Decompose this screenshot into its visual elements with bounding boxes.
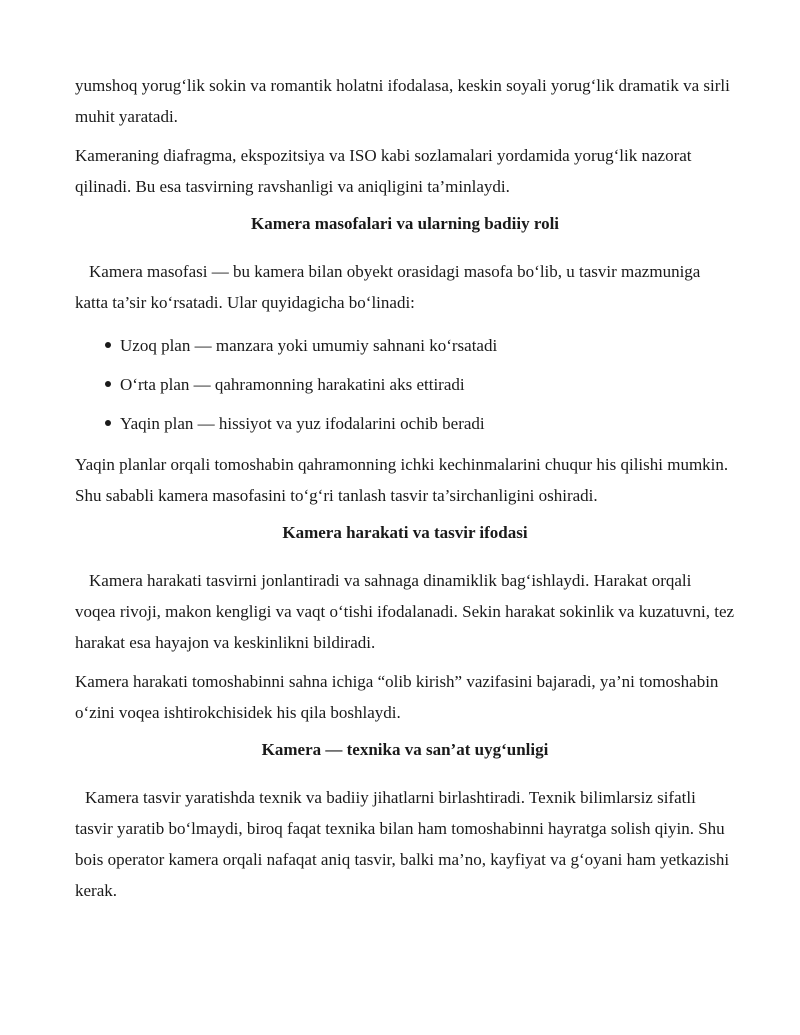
paragraph-camera-distance-intro: Kamera masofasi — bu kamera bilan obyekt orasidagi masofa bo‘lib, u tasvir mazmuniga katta ta’sir ko‘rsatadi. Ular quyidagicha bo‘linadi: (75, 262, 701, 312)
paragraph-immersion: Kamera harakati tomoshabinni sahna ichiga “olib kirish” vazifasini bajaradi, ya’ni tomoshabin o‘zini voqea ishtirokchisidek his qila boshlaydi. (75, 672, 719, 722)
list-item-text: O‘rta plan — qahramonning harakatini aks ettiradi (120, 375, 465, 394)
heading-camera-movement: Kamera harakati va tasvir ifodasi (282, 523, 528, 542)
heading-technique-and-art: Kamera — texnika va san’at uyg‘unligi (261, 740, 549, 759)
heading-camera-distances: Kamera masofalari va ularning badiiy roli (250, 214, 560, 233)
shot-types-list (75, 326, 735, 443)
list-item (75, 365, 735, 404)
bullet-icon (105, 342, 111, 348)
paragraph-light-mood: yumshoq yorug‘lik sokin va romantik holatni ifodalasa, keskin soyali yorug‘lik dramatik va sirli muhit yaratadi. (75, 76, 730, 126)
document-page (75, 70, 735, 906)
list-item-text: Uzoq plan — manzara yoki umumiy sahnani ko‘rsatadi (120, 336, 498, 355)
bullet-icon (105, 420, 111, 426)
list-item (75, 404, 735, 443)
paragraph-close-shots: Yaqin planlar orqali tomoshabin qahramonning ichki kechinmalarini chuqur his qilishi mumkin. Shu sababli kamera masofasini to‘g‘ri tanlash tasvir ta’sirchanligini oshiradi. (75, 455, 729, 505)
bullet-icon (105, 381, 111, 387)
list-item (75, 326, 735, 365)
paragraph-camera-movement: Kamera harakati tasvirni jonlantiradi va sahnaga dinamiklik bag‘ishlaydi. Harakat orqali voqea rivoji, makon kengligi va vaqt o‘tishi ifodalanadi. Sekin harakat sokinlik va kuzatuvni, tez harakat esa hayajon va keskinlikni bildiradi. (75, 571, 735, 652)
paragraph-camera-settings: Kameraning diafragma, ekspozitsiya va ISO kabi sozlamalari yordamida yorug‘lik nazorat qilinadi. Bu esa tasvirning ravshanligi va aniqligini ta’minlaydi. (75, 146, 692, 196)
list-item-text: Yaqin plan — hissiyot va yuz ifodalarini ochib beradi (120, 414, 485, 433)
paragraph-technique-and-art: Kamera tasvir yaratishda texnik va badiiy jihatlarni birlashtiradi. Texnik bilimlarsiz sifatli tasvir yaratib bo‘lmaydi, biroq faqat texnika bilan ham tomoshabinni hayratga solish qiyin. Shu bois operator kamera orqali nafaqat aniq tasvir, balki ma’no, kayfiyat va g‘oyani ham yetkazishi kerak. (75, 788, 730, 900)
